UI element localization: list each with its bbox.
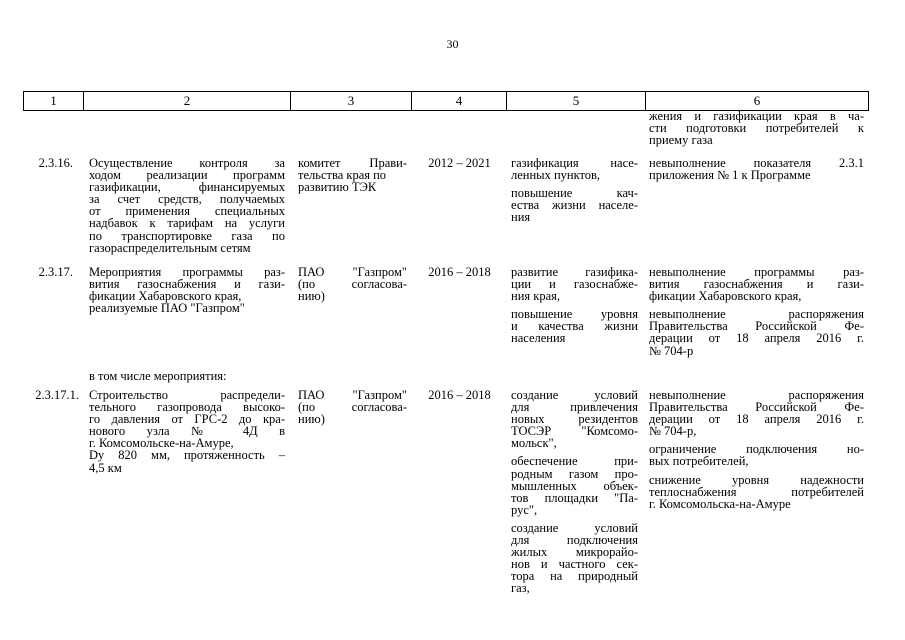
executor [298,157,407,193]
years: 2016 – 2018 [428,388,491,402]
text-line: нового узла № 4Д в [89,424,285,439]
text-line: невыполнение показателя 2.3.1 [649,156,864,170]
text-line: фикации Хабаровского края, [649,289,802,304]
text-line: для подключения [511,533,638,548]
text-line: ограничение подключения но- [649,442,864,457]
text-line: рус", [511,502,538,517]
result-item [511,266,638,302]
expected-results [511,157,638,229]
text-line: газораспределительным сетям [89,240,251,255]
text-line: го давления от ГРС-2 до кра- [89,412,285,427]
result-item [511,157,638,181]
text-line: Правительства Российской Фе- [649,319,864,334]
text-line: снижение уровня надежности [649,472,864,487]
continuation-col6 [649,110,864,146]
text-line: Строительство распредели- [89,388,285,402]
text-line: населения [511,331,566,346]
text-line: ции и газоснабже- [511,277,638,292]
consequences [649,266,864,363]
text-line: за счет средств, получаемых [89,192,285,207]
text-line: развитию ТЭК [298,180,377,195]
text-line: ленных пунктов, [511,168,601,183]
text-line: вых потребителей, [649,454,749,469]
text-line: фикации Хабаровского края, [89,289,242,304]
text-line: обеспечение при- [511,454,638,469]
text-line: Осуществление контроля за [89,156,285,170]
result-item [511,522,638,595]
text-line: вития газоснабжения и гази- [649,277,864,292]
expected-results [511,389,638,601]
text-line: газ, [511,581,530,596]
text-line: надбавок к тарифам на услуги [89,216,285,231]
text-line: тельного газопровода высоко- [89,400,285,415]
text-line: приложения № 1 к Программе [649,168,811,183]
text-line: приему газа [649,133,713,148]
page-number: 30 [446,37,459,51]
text-line: невыполнение программы раз- [649,265,864,279]
text-line: ТОСЭР "Комсомо- [511,424,638,439]
measure-title [89,157,285,254]
text-line: повышение уровня [511,307,638,322]
text-line: газификация насе- [511,156,638,170]
result-item [511,187,638,223]
header-col-3: 3 [290,92,411,110]
header-col-1: 1 [23,92,83,110]
text-line: вития газоснабжения и гази- [89,277,285,292]
years: 2016 – 2018 [428,265,491,279]
consequences [649,389,864,516]
measure-title [89,266,285,314]
text-line: тов площадки "Па- [511,490,638,505]
consequence-item [649,157,864,181]
text-line: сти подготовки потребителей к [649,121,864,136]
text-line: для привлечения [511,400,638,415]
text-line: реализуемые ПАО "Газпром" [89,301,245,316]
consequence-item [649,308,864,356]
text-line: ПАО "Газпром" [298,265,407,279]
text-line: теплоснабжения потребителей [649,484,864,499]
text-line: № 704-р, [649,424,697,439]
row-number: 2.3.17.1. [35,388,79,402]
expected-results [511,266,638,351]
consequence-item [649,266,864,302]
result-item [511,455,638,515]
text-line: развитие газифика- [511,265,638,279]
text-line: родным газом про- [511,466,638,481]
text-line: создание условий [511,520,638,535]
header-col-2: 2 [83,92,290,110]
consequence-item [649,474,864,510]
table-header-row [23,91,869,111]
subheading: в том числе мероприятия: [89,369,227,383]
text-line: от применения специальных [89,204,285,219]
text-line: г. Комсомольске-на-Амуре, [89,436,234,451]
text-line: тельства края по [298,168,387,183]
text-line: тора на природный [511,569,638,584]
consequence-item [649,389,864,437]
row-number: 2.3.17. [38,265,73,279]
years: 2012 – 2021 [428,156,491,170]
text-line: Мероприятия программы раз- [89,265,285,279]
text-line: ходом реализации программ [89,168,285,183]
header-col-6: 6 [645,92,869,110]
header-col-4: 4 [411,92,506,110]
text-line: невыполнение распоряжения [649,388,864,402]
text-line: жилых микрорайо- [511,545,638,560]
result-item [511,308,638,344]
consequences [649,157,864,187]
text-line: невыполнение распоряжения [649,307,864,322]
executor [298,266,407,302]
text-line: мышленных объек- [511,478,638,493]
text-line: № 704-р [649,343,694,358]
text-line: г. Комсомольска-на-Амуре [649,496,791,511]
text-line: повышение кач- [511,186,638,201]
text-line: ния края, [511,289,560,304]
text-line: создание условий [511,388,638,402]
text-line: ества жизни населе- [511,198,638,213]
text-line: газификации, финансируемых [89,180,285,195]
text-line: Dy 820 мм, протяженность – [89,448,285,463]
text-line: Правительства Российской Фе- [649,400,864,415]
executor [298,389,407,425]
text-line: ПАО "Газпром" [298,388,407,402]
text-line: (по согласова- [298,277,407,292]
result-item [511,389,638,449]
header-col-5: 5 [506,92,645,110]
text-line: и качества жизни [511,319,638,334]
measure-title [89,389,285,474]
text-line: новых резидентов [511,412,638,427]
text-line: нию) [298,289,325,304]
text-line: дерации от 18 апреля 2016 г. [649,331,864,346]
row-number: 2.3.16. [38,156,73,170]
text-line: по транспортировке газа по [89,228,285,243]
text-line: комитет Прави- [298,156,407,170]
text-line: жения и газификации края в ча- [649,109,864,123]
text-line: ния [511,210,531,225]
text-line: 4,5 км [89,460,122,475]
text-line: дерации от 18 апреля 2016 г. [649,412,864,427]
text-line: (по согласова- [298,400,407,415]
text-line: мольск", [511,436,557,451]
consequence-item [649,443,864,467]
text-line: нию) [298,412,325,427]
text-line: нов и частного сек- [511,557,638,572]
